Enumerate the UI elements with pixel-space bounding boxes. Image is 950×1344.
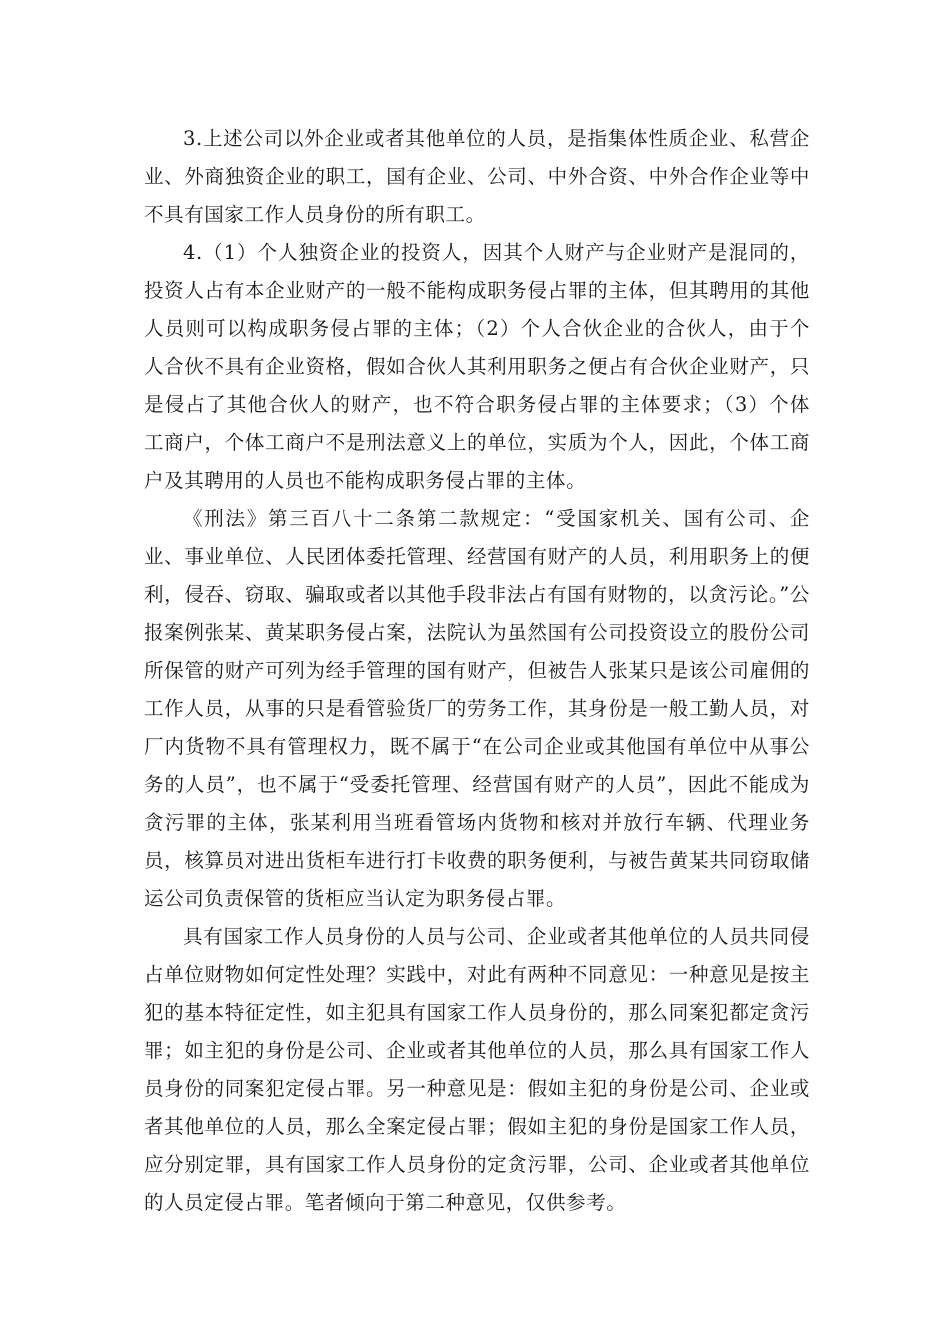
document-body xyxy=(144,120,810,1222)
paragraph-4-sole-partnership-individual: 4.（1）个人独资企业的投资人，因其个人财产与企业财产是混同的，投资人占有本企业财产的一般不能构成职务侵占罪的主体，但其聘用的其他人员则可以构成职务侵占罪的主体；（2）个人合伙企业的合伙人，由于个人合伙不具有企业资格，假如合伙人其利用职务之便占有合伙企业财产，只是侵占了其他合伙人的财产，也不符合职务侵占罪的主体要求；（3）个体工商户，个体工商户不是刑法意义上的单位，实质为个人，因此，个体工商户及其聘用的人员也不能构成职务侵占罪的主体。 xyxy=(144,241,810,492)
paragraph-3-company-outside-staff: 3.上述公司以外企业或者其他单位的人员，是指集体性质企业、私营企业、外商独资企业的职工，国有企业、公司、中外合资、中外合作企业等中不具有国家工作人员身份的所有职工。 xyxy=(144,127,810,226)
paragraph-criminal-law-article-382: 《刑法》第三百八十二条第二款规定：“受国家机关、国有公司、企业、事业单位、人民团体委托管理、经营国有财产的人员，利用职务上的便利，侵吞、窃取、骗取或者以其他手段非法占有国有财物的，以贪污论。”公报案例张某、黄某职务侵占案，法院认为虽然国有公司投资设立的股份公司所保管的财产可列为经手管理的国有财产，但被告人张某只是该公司雇佣的工作人员，从事的只是看管验货厂的劳务工作，其身份是一般工勤人员，对厂内货物不具有管理权力，既不属于“在公司企业或其他国有单位中从事公务的人员”，也不属于“受委托管理、经营国有财产的人员”，因此不能成为贪污罪的主体，张某利用当班看管场内货物和核对并放行车辆、代理业务员，核算员对进出货柜车进行打卡收费的职务便利，与被告黄某共同窃取储运公司负责保管的货柜应当认定为职务侵占罪。 xyxy=(144,507,810,910)
paragraph-joint-embezzlement-opinions: 具有国家工作人员身份的人员与公司、企业或者其他单位的人员共同侵占单位财物如何定性处理？实践中，对此有两种不同意见：一种意见是按主犯的基本特征定性，如主犯具有国家工作人员身份的，那么同案犯都定贪污罪；如主犯的身份是公司、企业或者其他单位的人员，那么具有国家工作人员身份的同案犯定侵占罪。另一种意见是：假如主犯的身份是公司、企业或者其他单位的人员，那么全案定侵占罪；假如主犯的身份是国家工作人员，应分别定罪，具有国家工作人员身份的定贪污罪，公司、企业或者其他单位的人员定侵占罪。笔者倾向于第二种意见，仅供参考。 xyxy=(144,925,810,1214)
